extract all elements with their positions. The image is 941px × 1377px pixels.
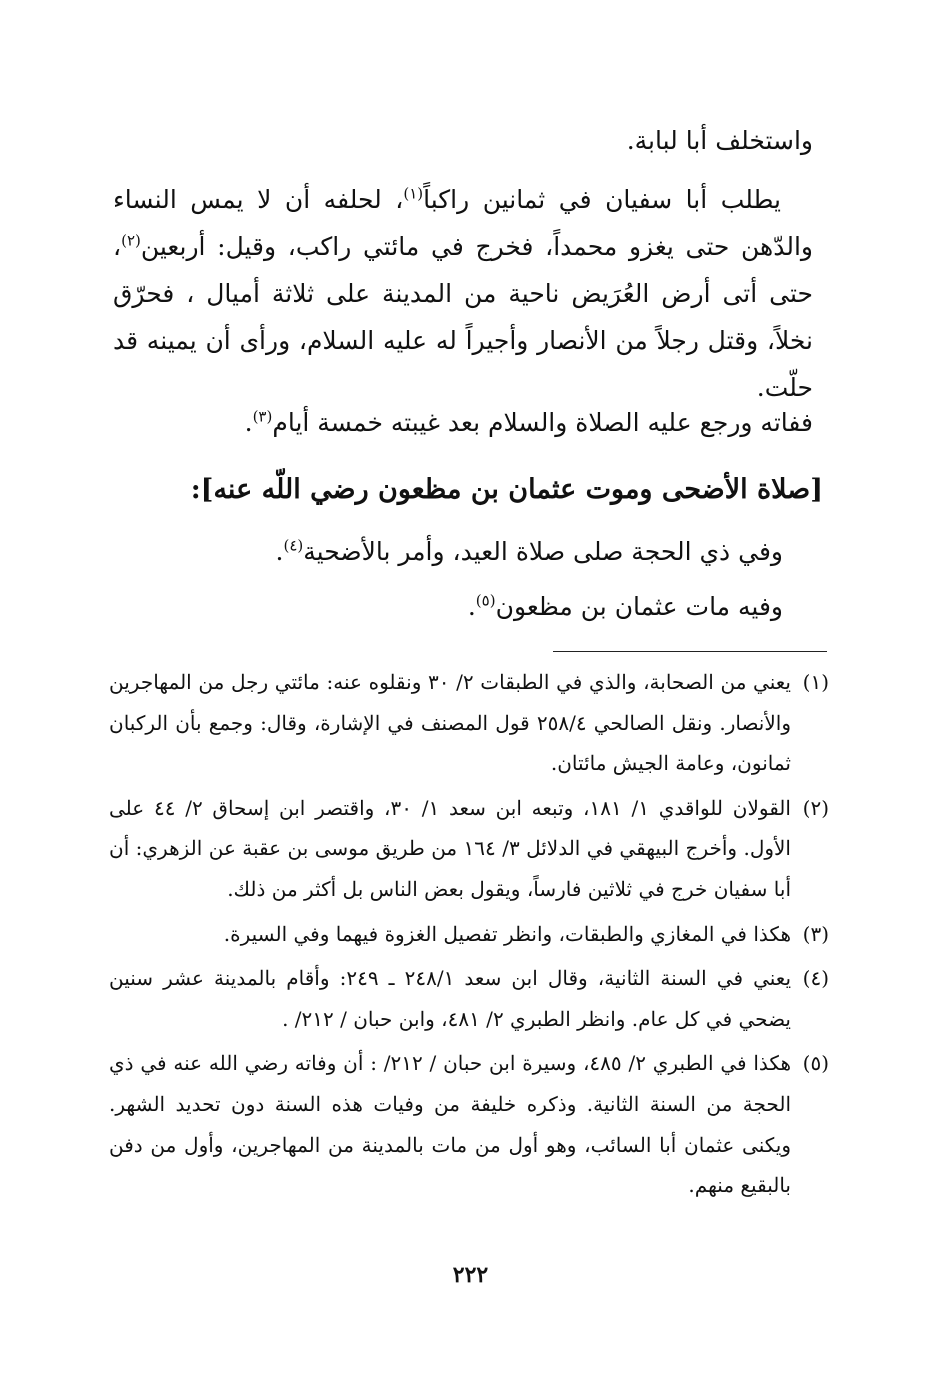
footnote-5 [109, 1043, 829, 1205]
footnote-number: (٢) [802, 795, 829, 820]
footnote-text: القولان للواقدي ١/ ١٨١، وتبعه ابن سعد ١/ ٣٠، واقتصر ابن إسحاق ٢/ ٤٤ على الأول. وأخرج البيهقي في الدلائل ٣/ ١٦٤ من طريق موسى بن عقبة عن الزهري: أن أبا سفيان خرج في ثلاثين فارساً، ويقول بعض الناس بل أكثر من ذلك. [109, 795, 791, 901]
section-heading-text: [صلاة الأضحى وموت عثمان بن مظعون رضي اللّه عنه]: [190, 474, 823, 505]
footnote-ref-1[interactable]: (١) [403, 184, 424, 203]
footnote-ref-5[interactable]: (٥) [475, 591, 496, 610]
body-paragraph-4 [83, 592, 783, 621]
footnote-ref-4[interactable]: (٤) [283, 536, 304, 555]
footnote-ref-2[interactable]: (٢) [121, 231, 141, 250]
footnote-2 [109, 788, 829, 910]
footnote-4 [109, 958, 829, 1039]
footnote-number: (٣) [802, 921, 829, 946]
footnote-1 [109, 662, 829, 784]
body-paragraph-1 [113, 176, 813, 411]
paragraph-3-text: وفي ذي الحجة صلى صلاة العيد، وأمر بالأضحية [303, 537, 783, 566]
footnote-number: (١) [802, 670, 829, 694]
body-text-line-1: واستخلف أبا لبابة. [626, 126, 813, 155]
footnote-number: (٤) [802, 966, 829, 991]
body-paragraph-3 [83, 537, 783, 566]
paragraph-2-text: ففاته ورجع عليه الصلاة والسلام بعد غيبته خمسة أيام [272, 408, 813, 437]
body-line-1 [113, 126, 813, 155]
paragraph-2-end: . [244, 408, 253, 437]
footnote-text: يعني من الصحابة، والذي في الطبقات ٢/ ٣٠ ونقلوه عنه: مائتي رجل من المهاجرين والأنصار. ونقل الصالحي ٢٥٨/٤ قول المصنف في الإشارة، وقال: وجمع بأن الركبان ثمانون، وعامة الجيش مائتان. [109, 670, 791, 776]
footnote-text: هكذا في الطبري ٢/ ٤٨٥، وسيرة ابن حبان / ٢١٢/ : أن وفاته رضي الله عنه في ذي الحجة من السنة الثانية. وذكره خليفة من وفيات هذه السنة دون تحديد الشهر. ويكنى عثمان أبا السائب، وهو أول من مات بالمدينة من المهاجرين، وأول من دفن بالبقيع منهم. [109, 1051, 792, 1198]
paragraph-1-part-a: يطلب أبا سفيان في ثمانين راكباً [423, 185, 782, 214]
footnote-number: (٥) [802, 1051, 829, 1076]
footnote-3 [109, 914, 829, 955]
paragraph-4-end: . [467, 592, 476, 621]
page-number: ٢٢٢ [452, 1262, 489, 1288]
paragraph-1-part-b: ، لحلفه أن لا يمس النساء والدّهن حتى يغزو محمداً، فخرج في مائتي راكب، وقيل: أربعين [113, 185, 813, 261]
footnotes [109, 662, 829, 1210]
footnote-separator [553, 651, 827, 652]
section-heading [123, 474, 823, 505]
footnote-text: هكذا في المغازي والطبقات، وانظر تفصيل الغزوة فيهما وفي السيرة. [223, 921, 791, 946]
paragraph-3-end: . [275, 537, 284, 566]
paragraph-1-part-c: ، حتى أتى أرض العُرَيض ناحية من المدينة على ثلاثة أميال ، فحرّق نخلاً، وقتل رجلاً من الأنصار وأجيراً له عليه السلام، ورأى أن يمينه قد حلّت. [113, 232, 813, 402]
paragraph-4-text: وفيه مات عثمان بن مظعون [495, 592, 783, 621]
footnote-text: يعني في السنة الثانية، وقال ابن سعد ٢٤٨/١ ـ ٢٤٩: وأقام بالمدينة عشر سنين يضحي في كل عام. وانظر الطبري ٢/ ٤٨١، وابن حبان / ٢١٢/ . [109, 966, 792, 1031]
body-paragraph-2 [113, 408, 813, 437]
footnote-ref-3[interactable]: (٣) [252, 407, 273, 426]
